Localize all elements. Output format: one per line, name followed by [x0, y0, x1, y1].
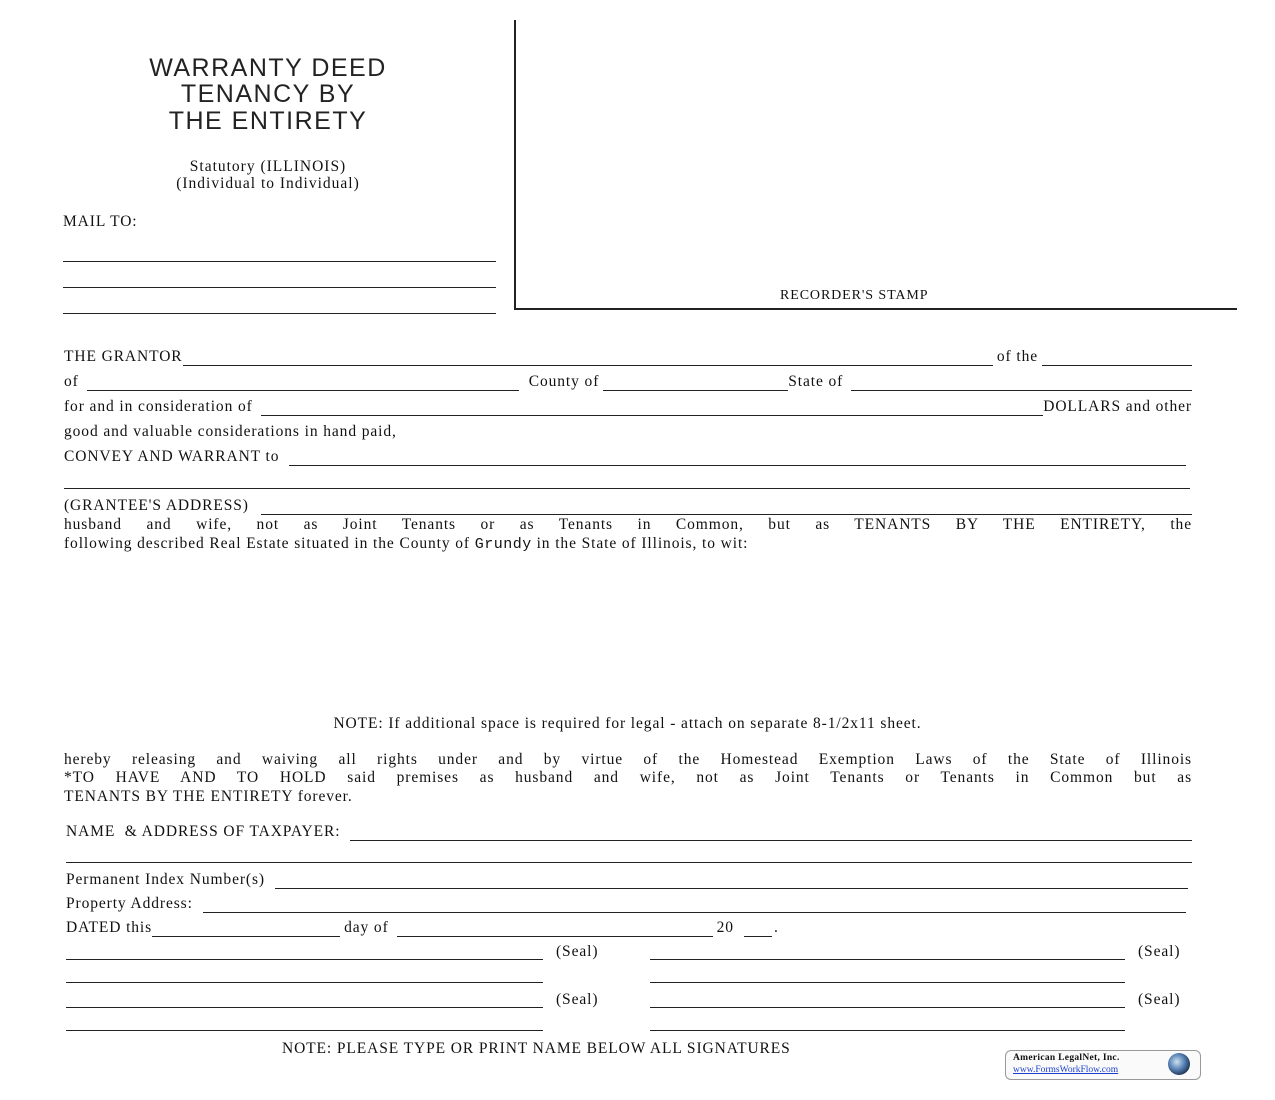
mail-to-line-3[interactable] [63, 313, 496, 314]
mail-to-line-1[interactable] [63, 261, 496, 262]
dollars-label: DOLLARS and other [1043, 398, 1192, 415]
form-title-line-2: TENANCY BY [180, 80, 356, 108]
signature-line-1[interactable] [66, 959, 543, 960]
printed-name-line-1[interactable] [66, 982, 543, 983]
county-field[interactable] [603, 376, 788, 391]
homestead-text-line-2: *TO HAVE AND TO HOLD said premises as husband and wife, not as Joint Tenants or Tenants in Common but as [64, 769, 1192, 786]
pin-row [66, 871, 1188, 889]
dated-label: DATED this [66, 919, 153, 936]
seal-label-4: (Seal) [1138, 991, 1181, 1008]
consideration-amount-field[interactable] [261, 401, 1044, 416]
tenancy-text-line-1: husband and wife, not as Joint Tenants or as Tenants in Common, but as TENANTS BY THE ENTIRETY, the [64, 516, 1192, 533]
globe-icon [1168, 1053, 1190, 1075]
period: . [773, 919, 779, 936]
property-row [66, 895, 1186, 913]
year-prefix: 20 [716, 919, 734, 936]
statutory-label: Statutory (ILLINOIS) [189, 158, 347, 175]
county-text-after: in the State of Illinois, to wit: [536, 535, 749, 552]
taxpayer-row [66, 823, 1192, 841]
homestead-text-line-1: hereby releasing and waiving all rights under and by virtue of the Homestead Exemption Laws of the State of Illinois [64, 751, 1192, 768]
form-title-line-1: WARRANTY DEED [149, 54, 387, 82]
mail-to-line-2[interactable] [63, 287, 496, 288]
signature-line-3[interactable] [66, 1007, 543, 1008]
grantor-label: THE GRANTOR [64, 348, 183, 365]
signatures-note: NOTE: PLEASE TYPE OR PRINT NAME BELOW ALL SIGNATURES [282, 1040, 791, 1057]
grantor-of-the-field[interactable] [1042, 351, 1192, 366]
american-legalnet-logo[interactable] [1005, 1050, 1201, 1080]
county-text-before: following described Real Estate situated in the County of [64, 535, 470, 552]
company-url-link[interactable]: www.FormsWorkFlow.com [1013, 1065, 1119, 1075]
taxpayer-line-2[interactable] [66, 862, 1192, 863]
homestead-text-line-3: TENANTS BY THE ENTIRETY forever. [64, 788, 353, 805]
grantee-field[interactable] [289, 451, 1186, 466]
property-label: Property Address: [66, 895, 193, 912]
state-of-label: State of [788, 373, 844, 390]
convey-row [64, 448, 1186, 466]
signature-line-2[interactable] [650, 959, 1125, 960]
county-of-label: County of [528, 373, 600, 390]
grantee-address-label: (GRANTEE'S ADDRESS) [64, 497, 249, 514]
county-value[interactable]: Grundy [474, 536, 532, 553]
seal-label-1: (Seal) [556, 943, 599, 960]
pin-field[interactable] [275, 874, 1188, 889]
dated-month-field[interactable] [397, 922, 713, 937]
dated-day-field[interactable] [152, 922, 340, 937]
of-label: of [64, 373, 79, 390]
form-title-line-3: THE ENTIRETY [168, 107, 368, 135]
dated-row [66, 919, 779, 937]
of-the-label: of the [996, 348, 1038, 365]
state-field[interactable] [851, 376, 1192, 391]
consideration-label: for and in consideration of [64, 398, 253, 415]
legal-space-note: NOTE: If additional space is required for legal - attach on separate 8-1/2x11 sheet. [333, 715, 922, 732]
mail-to-label: MAIL TO: [63, 213, 138, 230]
grantee-address-field[interactable] [261, 500, 1192, 515]
grantor-location-row [64, 373, 1192, 391]
grantee-line-2[interactable] [64, 488, 1190, 489]
printed-name-line-2[interactable] [650, 982, 1125, 983]
grantee-address-row [64, 497, 1192, 515]
recorder-box-divider [514, 20, 516, 309]
good-valuable-text: good and valuable considerations in hand paid, [64, 423, 397, 440]
property-address-field[interactable] [203, 898, 1186, 913]
day-of-label: day of [344, 919, 389, 936]
company-name: American LegalNet, Inc. [1013, 1053, 1120, 1063]
seal-label-3: (Seal) [556, 991, 599, 1008]
tenancy-text-line-2 [64, 535, 748, 554]
printed-name-line-3[interactable] [66, 1030, 543, 1031]
recorder-box-bottom [514, 308, 1237, 310]
signature-line-4[interactable] [650, 1007, 1125, 1008]
consideration-row [64, 398, 1192, 416]
deed-type-label: (Individual to Individual) [176, 175, 360, 192]
dated-year-field[interactable] [744, 922, 772, 937]
taxpayer-field[interactable] [350, 826, 1192, 841]
taxpayer-label: NAME & ADDRESS OF TAXPAYER: [66, 823, 341, 840]
convey-label: CONVEY AND WARRANT to [64, 448, 280, 465]
city-field[interactable] [87, 376, 519, 391]
printed-name-line-4[interactable] [650, 1030, 1125, 1031]
pin-label: Permanent Index Number(s) [66, 871, 265, 888]
recorders-stamp-label: RECORDER'S STAMP [780, 288, 929, 303]
seal-label-2: (Seal) [1138, 943, 1181, 960]
grantor-field[interactable] [183, 351, 993, 366]
grantor-row [64, 348, 1192, 366]
